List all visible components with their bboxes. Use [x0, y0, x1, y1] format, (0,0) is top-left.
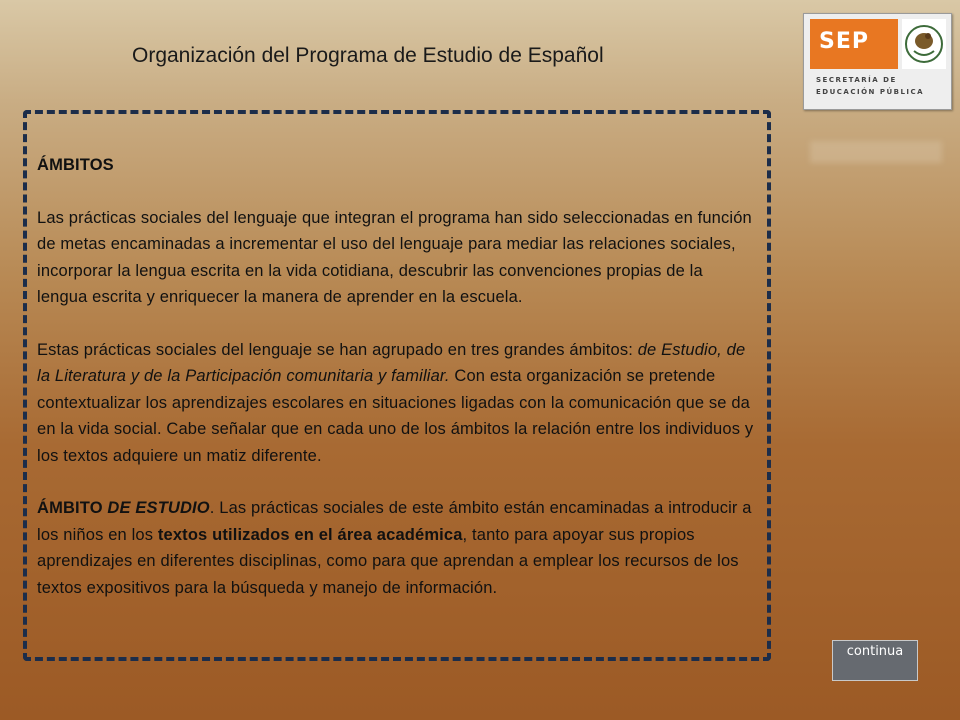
paragraph-estudio-text-b: , tanto para apoyar sus propios aprendizajes en diferentes disciplinas, como para que aprendan a emplear los recursos de los textos expositivos para la búsqueda y manejo de información.: [37, 525, 739, 597]
ambitos-list: de Estudio, de la Literatura y de la Participación comunitaria y familiar.: [37, 340, 746, 385]
paragraph-ambitos-text-a: Estas prácticas sociales del lenguaje se han agrupado en tres grandes ámbitos:: [37, 340, 638, 359]
content-box: [23, 110, 771, 661]
sep-logo-acronym: SEP: [810, 19, 898, 69]
section-heading: ÁMBITOS: [37, 156, 114, 174]
paragraph-ambito-estudio: [37, 495, 757, 601]
de-estudio-label: DE ESTUDIO: [107, 499, 210, 517]
academic-texts-emphasis: textos utilizados en el área académica: [157, 525, 463, 544]
logo-reflection: [810, 141, 942, 163]
paragraph-ambitos: [37, 337, 757, 470]
paragraph-estudio-text-a: . Las prácticas sociales de este ámbito están encaminadas a introducir a los niños en los: [37, 499, 752, 544]
sep-logo: [803, 13, 952, 110]
continue-button[interactable]: continua: [832, 640, 918, 681]
sep-logo-line2: EDUCACIÓN PÚBLICA: [816, 88, 925, 96]
sep-logo-line1: SECRETARÍA DE: [816, 76, 897, 84]
ambito-label: ÁMBITO: [37, 499, 108, 517]
paragraph-ambitos-text-b: Con esta organización se pretende contextualizar los aprendizajes escolares en situaciones ligadas con la comunicación que se da en la vida social. Cabe señalar que en cada uno de los ámbitos la relación entre los individuos y los textos adquiere un matiz diferente.: [37, 367, 754, 465]
page-title: Organización del Programa de Estudio de Español: [132, 44, 604, 67]
national-seal-icon: [902, 19, 946, 69]
paragraph-intro: Las prácticas sociales del lenguaje que integran el programa han sido seleccionadas en función de metas encaminadas a incrementar el uso del lenguaje para mediar las relaciones sociales, incorporar la lengua escrita en la vida cotidiana, descubrir las convenciones propias de la lengua escrita y enriquecer la manera de aprender en la escuela.: [37, 208, 752, 306]
